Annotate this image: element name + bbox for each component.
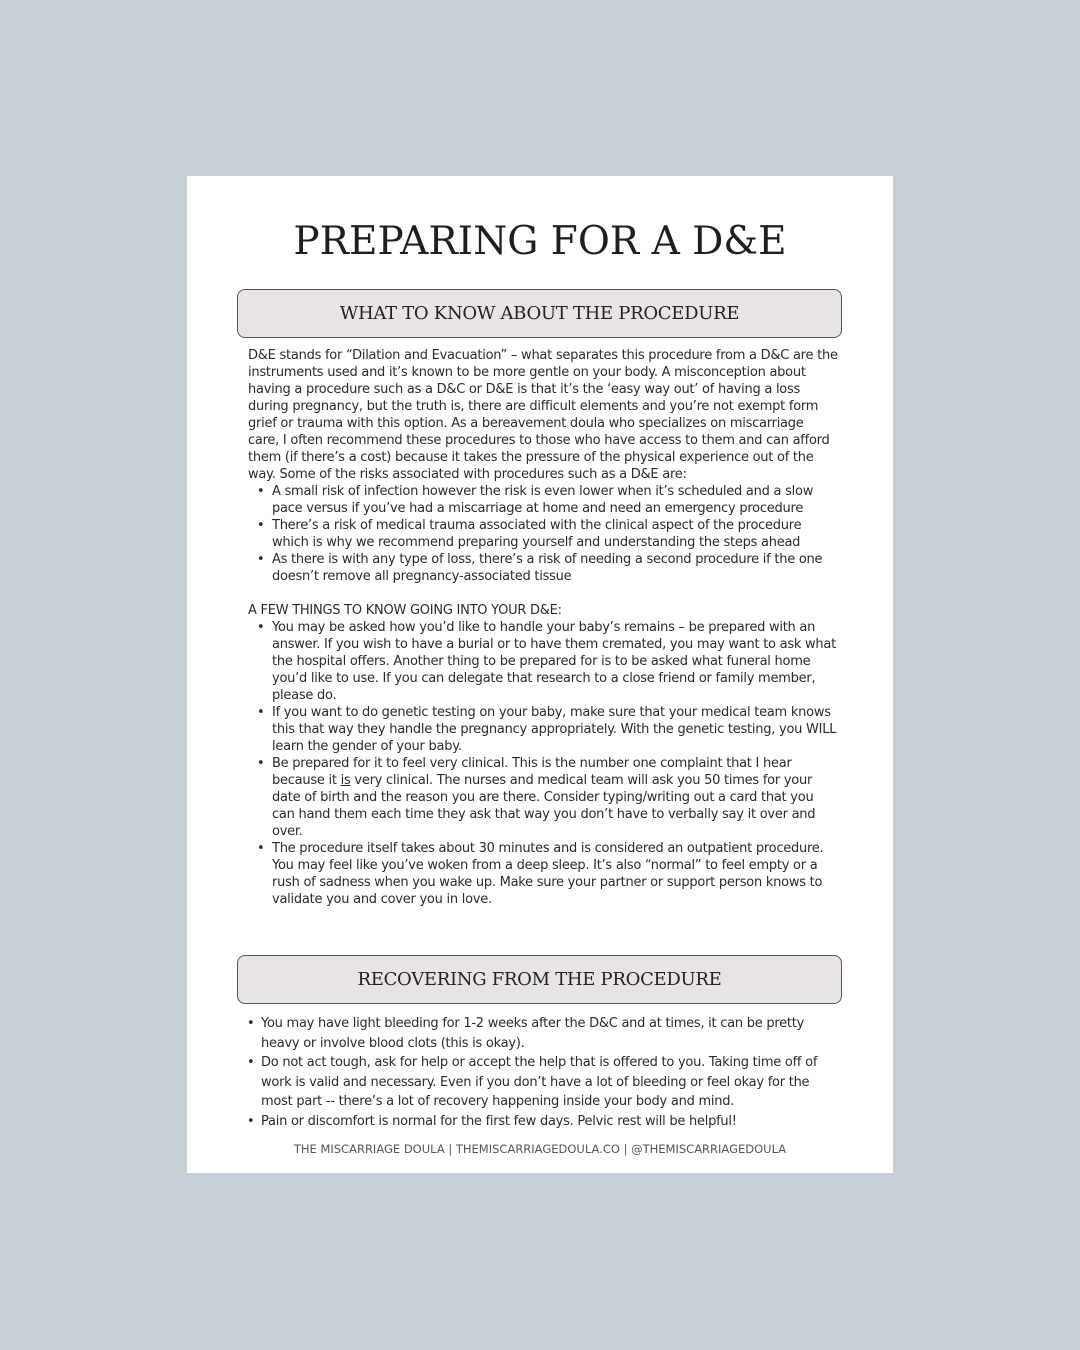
risks-list	[248, 483, 838, 585]
section-header-recovering: RECOVERING FROM THE PROCEDURE	[237, 955, 842, 1004]
section-header-procedure: WHAT TO KNOW ABOUT THE PROCEDURE	[237, 289, 842, 338]
list-item: • As there is with any type of loss, there’s a risk of needing a second procedure if the one doesn’t remove all pregnancy-associated tissue	[272, 551, 838, 585]
list-item: • If you want to do genetic testing on your baby, make sure that your medical team knows this that way they handle the pregnancy appropriately. With the genetic testing, you WILL learn the gender of your baby.	[272, 704, 838, 755]
procedure-body	[248, 347, 838, 908]
clinical-text-start: Be prepared for it to feel very clinical. This is the number one complaint that I hear because it	[272, 756, 792, 788]
list-item: • There’s a risk of medical trauma associated with the clinical aspect of the procedure which is why we recommend preparing yourself and understanding the steps ahead	[272, 517, 838, 551]
footer-credits: THE MISCARRIAGE DOULA | THEMISCARRIAGEDOULA.CO | @THEMISCARRIAGEDOULA	[293, 1142, 787, 1156]
recovery-list	[261, 1014, 833, 1132]
list-item: • A small risk of infection however the risk is even lower when it’s scheduled and a slow pace versus if you’ve had a miscarriage at home and need an emergency procedure	[272, 483, 838, 517]
list-item: • Pain or discomfort is normal for the first few days. Pelvic rest will be helpful!	[261, 1112, 833, 1132]
list-item	[272, 755, 838, 840]
clinical-text-emphasis: is	[340, 773, 351, 788]
list-item: • You may have light bleeding for 1-2 weeks after the D&C and at times, it can be pretty heavy or involve blood clots (this is okay).	[261, 1014, 833, 1053]
document-page	[187, 176, 893, 1173]
clinical-text-end: very clinical. The nurses and medical team will ask you 50 times for your date of birth and the reason you are there. Consider typing/writing out a card that you can hand them each time they ask that way you don’t have to verbally say it over and over.	[272, 773, 816, 839]
list-item: • You may be asked how you’d like to handle your baby’s remains – be prepared with an answer. If you wish to have a burial or to have them cremated, you may want to ask what the hospital offers. Another thing to be prepared for is to be asked what funeral home you’d like to use. If you can delegate that research to a close friend or family member, please do.	[272, 619, 838, 704]
things-subheading: A FEW THINGS TO KNOW GOING INTO YOUR D&E:	[248, 603, 562, 618]
list-item: • The procedure itself takes about 30 minutes and is considered an outpatient procedure. You may feel like you’ve woken from a deep sleep. It’s also “normal” to feel empty or a rush of sadness when you wake up. Make sure your partner or support person knows to validate you and cover you in love.	[272, 840, 838, 908]
intro-paragraph: D&E stands for “Dilation and Evacuation” – what separates this procedure from a D&C are the instruments used and it’s known to be more gentle on your body. A misconception about having a procedure such as a D&C or D&E is that it’s the ‘easy way out’ of having a loss during pregnancy, but the truth is, there are difficult elements and you’re not exempt form grief or trauma with this option. As a bereavement doula who specializes on miscarriage care, I often recommend these procedures to those who have access to them and can afford them (if there’s a cost) because it takes the pressure of the physical experience out of the way. Some of the risks associated with procedures such as a D&E are:	[248, 348, 838, 482]
things-list	[248, 619, 838, 908]
recovery-body	[261, 1014, 833, 1132]
list-item: • Do not act tough, ask for help or accept the help that is offered to you. Taking time off of work is valid and necessary. Even if you don’t have a lot of bleeding or feel okay for the most part -- there’s a lot of recovery happening inside your body and mind.	[261, 1053, 833, 1112]
page-title: PREPARING FOR A D&E	[293, 219, 787, 264]
